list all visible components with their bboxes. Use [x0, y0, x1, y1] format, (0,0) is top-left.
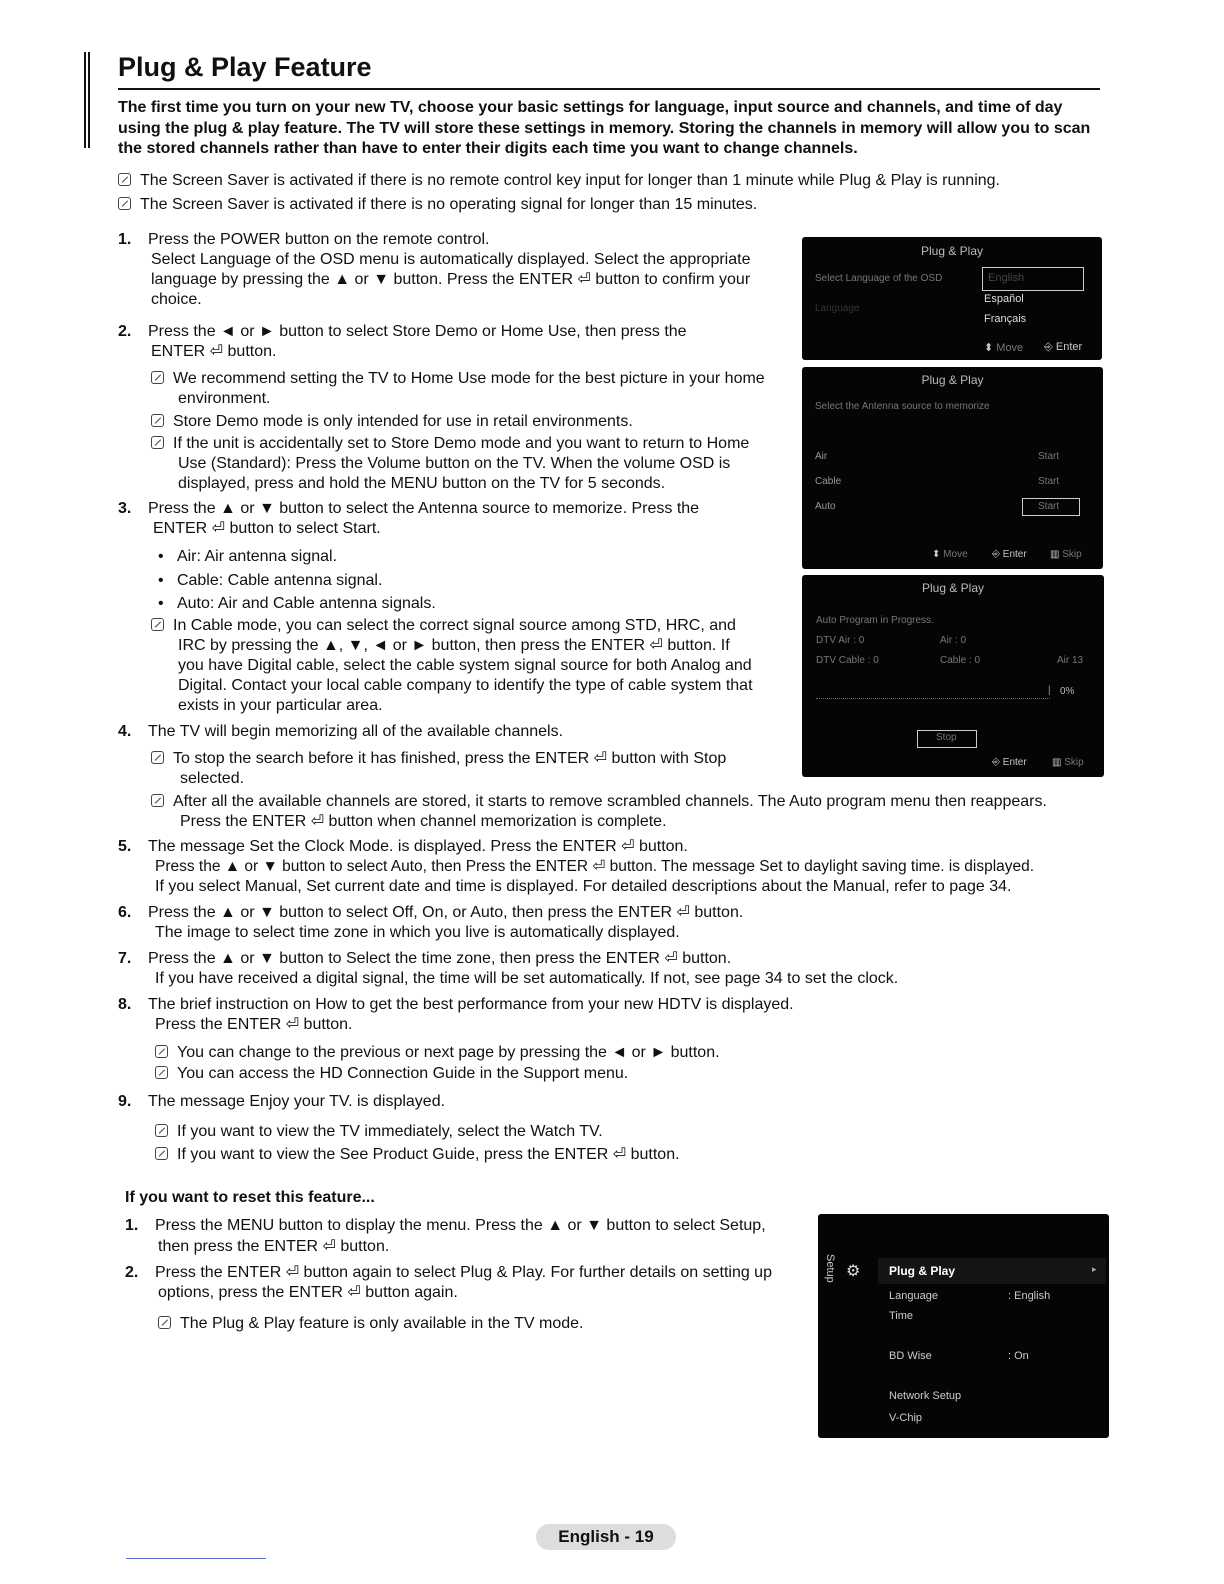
osd-label-language: Language — [815, 303, 860, 314]
note-icon — [151, 371, 164, 384]
osd-title: Plug & Play — [921, 373, 984, 387]
note-icon — [158, 1316, 171, 1329]
osd-progress-label: Auto Program in Progress. — [816, 615, 934, 626]
step-9-note-2: If you want to view the See Product Guide, press the ENTER ⏎ button. — [155, 1145, 680, 1166]
note-icon — [155, 1124, 168, 1137]
step-3-note-1e: exists in your particular area. — [178, 697, 383, 714]
osd-screen-language — [802, 237, 1102, 360]
step-2-note-2: Store Demo mode is only intended for use in retail environments. — [151, 412, 633, 433]
gear-icon: ⚙ — [846, 1263, 861, 1280]
osd-menu-network[interactable]: Network Setup — [889, 1390, 962, 1402]
page-number: English - 19 — [536, 1524, 676, 1550]
reset-step-1-line2: then press the ENTER ⏎ button. — [158, 1238, 390, 1255]
note-icon — [151, 436, 164, 449]
step-8-note-2: You can access the HD Connection Guide in the Support menu. — [155, 1064, 628, 1085]
step-2-note-1b: environment. — [178, 390, 271, 407]
osd-label: Select Language of the OSD — [815, 273, 943, 284]
osd-air-start[interactable]: Start — [1038, 451, 1060, 462]
osd-menu-language[interactable]: Language — [889, 1290, 938, 1302]
osd-title: Plug & Play — [921, 581, 985, 595]
osd-screen-autoprogram — [802, 575, 1104, 777]
step-2-note-3c: displayed, press and hold the MENU button on the TV for 5 seconds. — [178, 475, 666, 492]
page-title: Plug & Play Feature — [118, 52, 372, 82]
osd-enter-hint: ⎆ Enter — [992, 757, 1027, 768]
osd-cable-label: Cable — [815, 476, 842, 487]
step-4-note-2: After all the available channels are stored, it starts to remove scrambled channels. The Auto program menu then reappears. — [151, 792, 1047, 813]
step-3-bullet-2: • Cable: Cable antenna signal. — [158, 572, 383, 589]
osd-menu-language-value: : English — [1008, 1290, 1051, 1302]
osd-option-english[interactable]: English — [988, 272, 1025, 284]
step-2-note-3b: Use (Standard): Press the Volume button on the TV. When the volume OSD is — [178, 455, 731, 472]
updown-icon: ⬍ — [984, 342, 994, 354]
enter-icon: ⎆ — [992, 757, 1000, 768]
step-1-line4: choice. — [151, 291, 202, 308]
reset-step-2-line2: options, press the ENTER ⏎ button again. — [158, 1284, 458, 1301]
note-icon — [155, 1147, 168, 1160]
step-3-bullet-3: • Auto: Air and Cable antenna signals. — [158, 595, 436, 612]
osd-menu-bdwise[interactable]: BD Wise — [889, 1350, 932, 1362]
step-7: 7. Press the ▲ or ▼ button to Select the time zone, then press the ENTER ⏎ button. — [118, 950, 732, 967]
osd-menu-vchip[interactable]: V-Chip — [889, 1412, 923, 1424]
osd-progress-percent: 0% — [1060, 686, 1075, 697]
osd-progress-tick: | — [1048, 685, 1051, 696]
step-1-line3: language by pressing the ▲ or ▼ button. Press the ENTER ⏎ button to confirm your — [151, 271, 751, 288]
enter-icon: ⎆ — [992, 549, 1000, 560]
step-3-note-1: In Cable mode, you can select the correct signal source among STD, HRC, and — [151, 616, 736, 637]
step-6: 6. Press the ▲ or ▼ button to select Off, On, or Auto, then press the ENTER ⏎ button. — [118, 904, 744, 921]
osd-move-hint: ⬍ Move — [932, 549, 968, 560]
osd-auto-start[interactable]: Start — [1038, 501, 1060, 512]
step-3-note-1b: IRC by pressing the ▲, ▼, ◄ or ► button, then press the ENTER ⏎ button. If — [178, 637, 730, 654]
step-5-line3: If you select Manual, Set current date and time is displayed. For detailed descriptions about the Manual, refer to page 34. — [155, 878, 1012, 895]
osd-cable-start[interactable]: Start — [1038, 476, 1060, 487]
step-4-note-2b: Press the ENTER ⏎ button when channel memorization is complete. — [180, 813, 667, 830]
osd-menu-plugplay[interactable]: Plug & Play — [889, 1264, 956, 1278]
note-icon — [151, 618, 164, 631]
osd-move-hint: ⬍ Move — [984, 342, 1024, 354]
step-2-note-3: If the unit is accidentally set to Store Demo mode and you want to return to Home — [151, 434, 749, 455]
title-rule — [118, 88, 1100, 90]
intro-paragraph: The first time you turn on your new TV, choose your basic settings for language, input source and channels, and time of day using the plug & play feature. The TV will store these settings in memory. Storing the channels in memory will allow you to scan the stored channels rather than have to enter their digits each time you want to change channels. — [118, 99, 1091, 157]
note-icon — [151, 414, 164, 427]
step-9: 9. The message Enjoy your TV. is displayed. — [118, 1093, 446, 1110]
step-2-line2: ENTER ⏎ button. — [151, 343, 277, 360]
note-top-1: The Screen Saver is activated if there is no remote control key input for longer than 1 minute while Plug & Play is running. — [118, 171, 1000, 192]
note-icon — [151, 794, 164, 807]
reset-step-2: 2. Press the ENTER ⏎ button again to select Plug & Play. For further details on setting up — [125, 1264, 772, 1281]
step-8: 8. The brief instruction on How to get the best performance from your new HDTV is displayed. — [118, 996, 794, 1013]
osd-dtv-cable-count: DTV Cable : 0 — [816, 655, 879, 666]
osd-option-espanol[interactable]: Español — [984, 293, 1024, 305]
note-icon — [151, 751, 164, 764]
step-8-line2: Press the ENTER ⏎ button. — [155, 1016, 353, 1033]
updown-icon: ⬍ — [932, 549, 941, 560]
title-bars — [84, 52, 90, 148]
osd-current-channel: Air 13 — [1057, 655, 1084, 666]
step-4-note-1b: selected. — [180, 770, 245, 787]
osd-screen-setup — [818, 1214, 1109, 1438]
step-1: 1. Press the POWER button on the remote control. — [118, 231, 490, 248]
step-9-note-1: If you want to view the TV immediately, select the Watch TV. — [155, 1122, 603, 1143]
step-5: 5. The message Set the Clock Mode. is displayed. Press the ENTER ⏎ button. — [118, 838, 688, 855]
osd-title: Plug & Play — [920, 244, 984, 258]
skip-icon: ▥ — [1050, 549, 1060, 560]
osd-setup-tab[interactable]: Setup — [824, 1254, 836, 1283]
step-3-note-1d: Digital. Contact your local cable company to identify the type of cable system that — [178, 677, 753, 694]
osd-auto-label: Auto — [815, 501, 836, 512]
step-7-line2: If you have received a digital signal, the time will be set automatically. If not, see page 34 to set the clock. — [155, 970, 899, 987]
step-4-note-1: To stop the search before it has finished, press the ENTER ⏎ button with Stop — [151, 749, 726, 770]
step-6-line2: The image to select time zone in which you live is automatically displayed. — [155, 924, 680, 941]
osd-stop-button[interactable]: Stop — [936, 732, 957, 743]
osd-enter-hint: ⎆ Enter — [992, 549, 1027, 560]
osd-progress-bar — [816, 698, 1050, 700]
osd-option-francais[interactable]: Français — [984, 313, 1027, 325]
step-2-note-1: We recommend setting the TV to Home Use mode for the best picture in your home — [151, 369, 765, 390]
note-icon — [155, 1066, 168, 1079]
osd-instruction: Select the Antenna source to memorize — [815, 401, 990, 412]
note-icon — [155, 1045, 168, 1058]
reset-step-2-note: The Plug & Play feature is only available in the TV mode. — [158, 1314, 583, 1335]
enter-icon: ⎆ — [1044, 341, 1053, 353]
step-3-bullet-1: • Air: Air antenna signal. — [158, 548, 338, 565]
osd-enter-hint: ⎆ Enter — [1044, 341, 1083, 353]
reset-step-1: 1. Press the MENU button to display the menu. Press the ▲ or ▼ button to select Setup, — [125, 1217, 766, 1234]
note-icon — [118, 197, 131, 210]
osd-skip-hint: ▥ Skip — [1052, 757, 1084, 768]
osd-skip-hint: ▥ Skip — [1050, 549, 1082, 560]
skip-icon: ▥ — [1052, 757, 1062, 768]
note-top-2: The Screen Saver is activated if there is no operating signal for longer than 15 minutes. — [118, 195, 757, 216]
osd-air-label: Air — [815, 451, 828, 462]
osd-air-count: Air : 0 — [940, 635, 967, 646]
step-3-line2: ENTER ⏎ button to select Start. — [153, 520, 381, 537]
osd-dtv-air-count: DTV Air : 0 — [816, 635, 865, 646]
osd-cable-count: Cable : 0 — [940, 655, 981, 666]
osd-menu-bdwise-value: : On — [1008, 1350, 1029, 1362]
chevron-right-icon: ▸ — [1092, 1264, 1097, 1274]
step-8-note-1: You can change to the previous or next page by pressing the ◄ or ► button. — [155, 1043, 720, 1064]
step-3: 3. Press the ▲ or ▼ button to select the Antenna source to memorize. Press the — [118, 500, 700, 517]
step-4: 4. The TV will begin memorizing all of the available channels. — [118, 723, 564, 740]
step-3-note-1c: you have Digital cable, select the cable system signal source for both Analog and — [178, 657, 752, 674]
step-2: 2. Press the ◄ or ► button to select Store Demo or Home Use, then press the — [118, 323, 687, 340]
osd-menu-time[interactable]: Time — [889, 1310, 914, 1322]
note-icon — [118, 173, 131, 186]
step-5-line2: Press the ▲ or ▼ button to select Auto, then Press the ENTER ⏎ button. The message Set to daylight saving time. is displayed. — [155, 858, 1035, 875]
step-1-line2: Select Language of the OSD menu is automatically displayed. Select the appropriate — [151, 251, 751, 268]
footer-rule — [126, 1558, 266, 1559]
osd-screen-antenna — [802, 367, 1103, 569]
reset-heading: If you want to reset this feature... — [125, 1189, 375, 1206]
